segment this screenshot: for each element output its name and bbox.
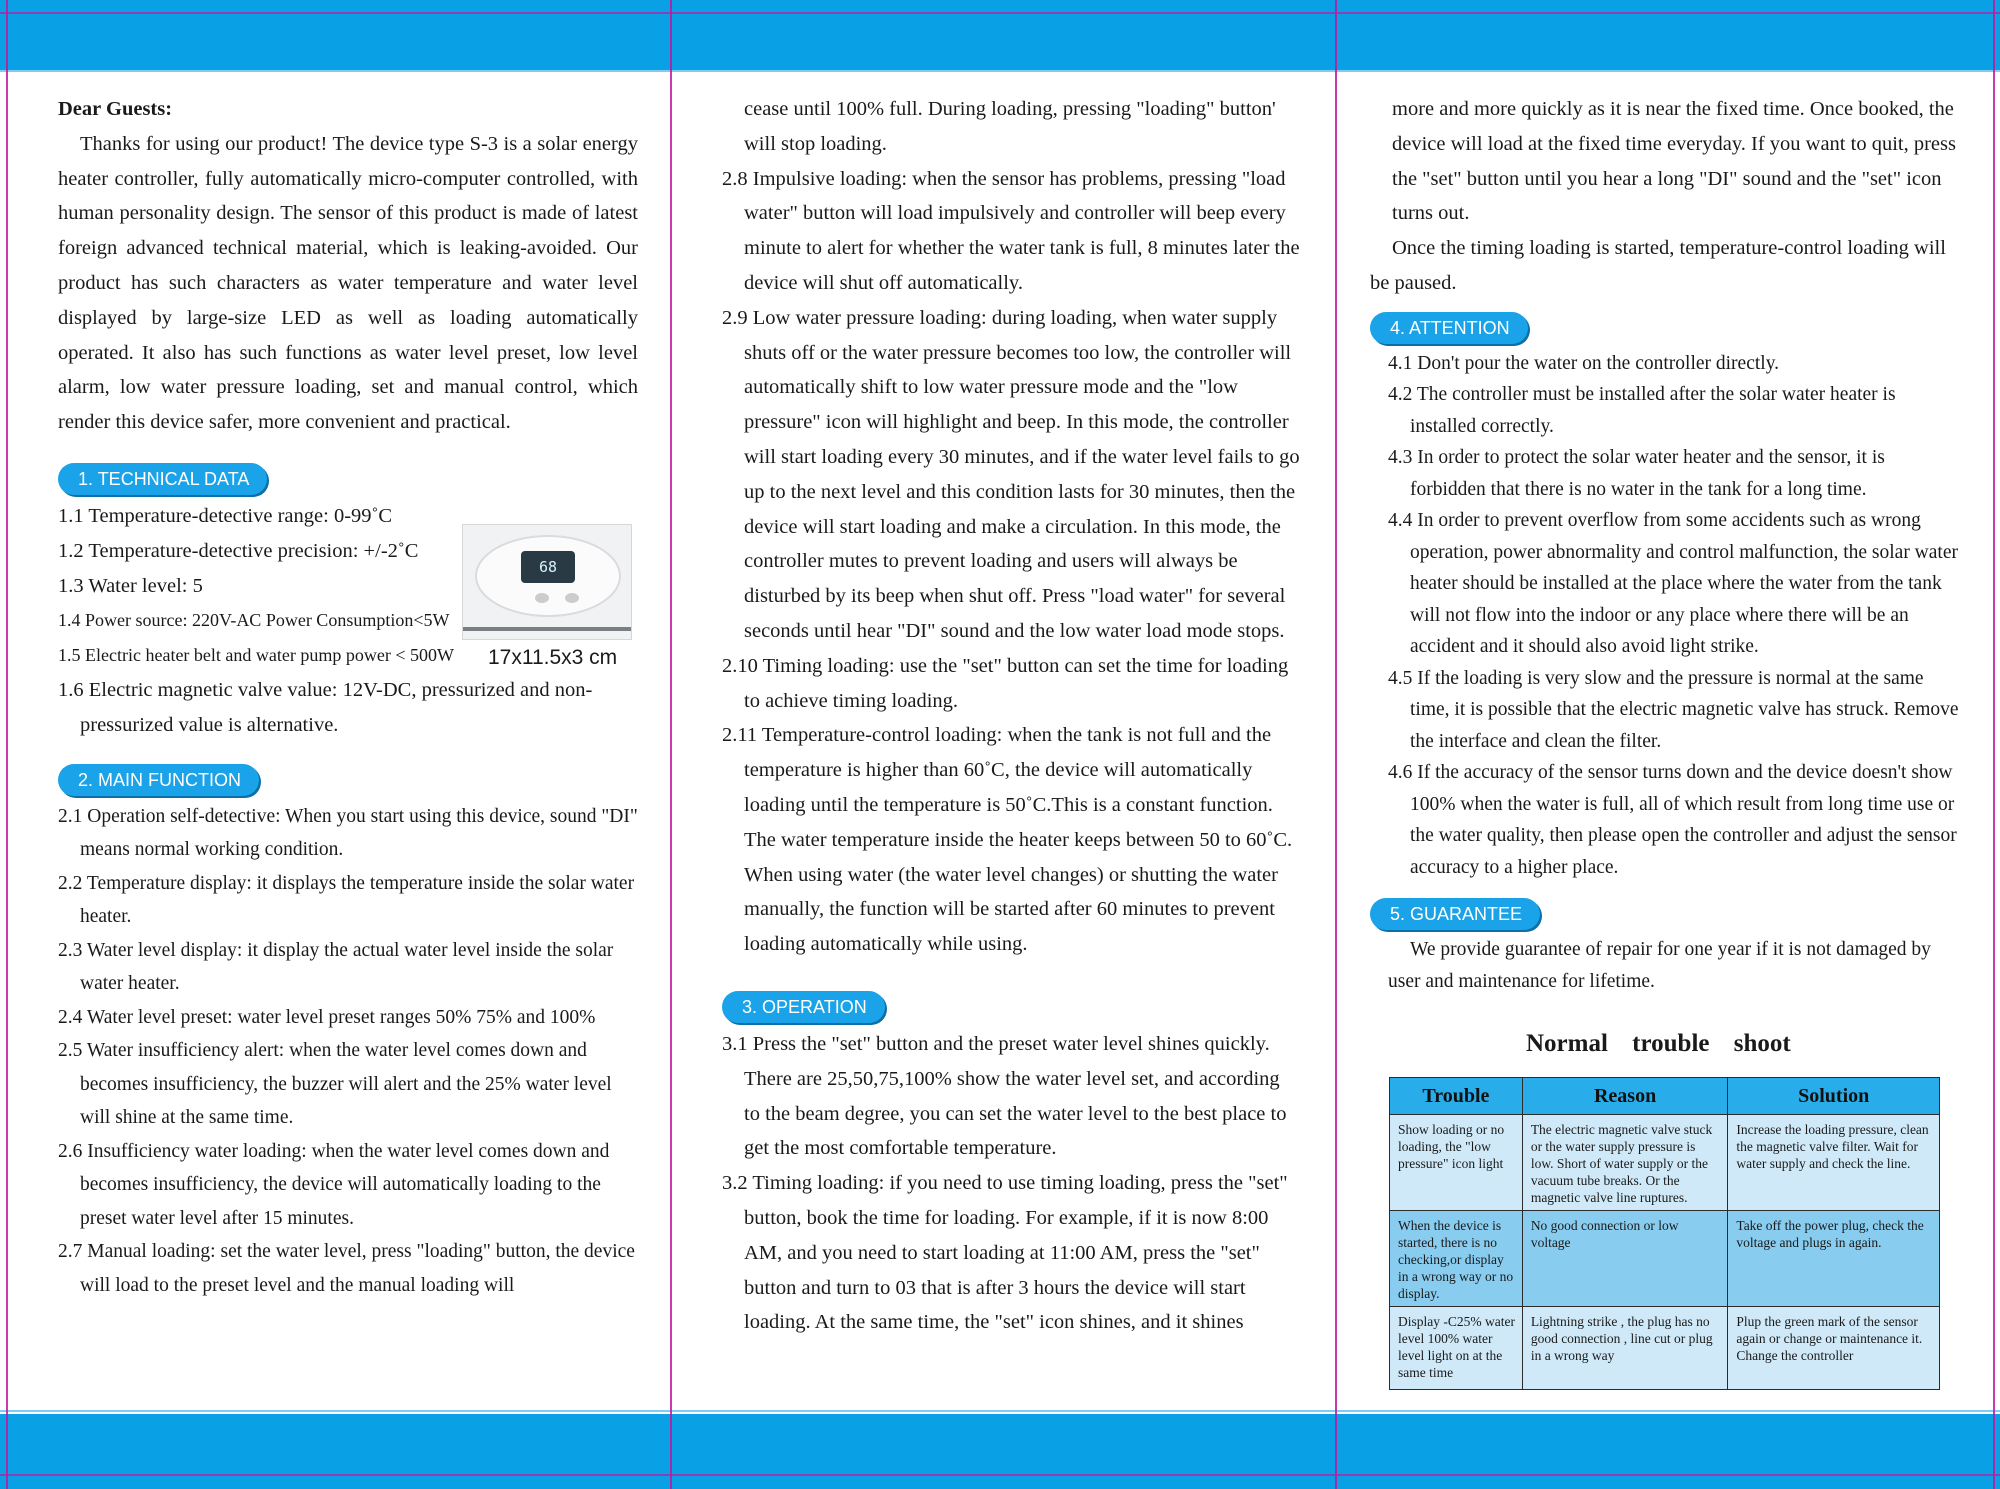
- function-item: 2.8 Impulsive loading: when the sensor has problems, pressing "load water" button will load impulsively and controller will beep every minute to alert for whether the water tank is full, 8 minutes later the device will shut off automatically.: [722, 167, 1300, 294]
- table-cell: When the device is started, there is no checking,or display in a wrong way or no display.: [1390, 1211, 1523, 1307]
- product-base-line: [463, 627, 631, 631]
- attention-item: 4.4 In order to prevent overflow from some accidents such as wrong operation, power abnormality and control malfunction, the solar water heater should be installed at the place where the water from the tank will not flow into the indoor or any place where there will be an accident and it should also avoid light strike.: [1388, 510, 1958, 658]
- column-left: [58, 92, 638, 1302]
- bottom-band: [0, 1414, 2000, 1489]
- section-badge-operation: 3. OPERATION: [722, 991, 885, 1023]
- column-header-trouble: Trouble: [1390, 1078, 1523, 1115]
- tech-item: 1.2 Temperature-detective precision: +/-2˚C: [58, 539, 419, 562]
- table-row: [1390, 1115, 1940, 1211]
- function-item: 2.2 Temperature display: it displays the temperature inside the solar water heater.: [58, 872, 635, 928]
- fold-line-2: [1335, 0, 1337, 1489]
- column-header-reason: Reason: [1522, 1078, 1728, 1115]
- column-header-solution: Solution: [1728, 1078, 1940, 1115]
- guarantee-text: We provide guarantee of repair for one year if it is not damaged by user and maintenance for lifetime.: [1388, 939, 1931, 992]
- controller-button-load: [565, 593, 579, 603]
- function-item: 2.11 Temperature-control loading: when the tank is not full and the temperature is higher than 60˚C, the device will automatically loading until the temperature is 50˚C.This is a constant function. The water temperature inside the heater keeps between 50 to 60˚C. When using water (the water level changes) or shutting the water manually, the function will be started after 60 minutes to prevent loading automatically while using.: [722, 724, 1293, 956]
- table-row: [1390, 1211, 1940, 1307]
- fold-line-left: [6, 0, 8, 1489]
- controller-body: [475, 535, 621, 617]
- top-band-line: [0, 70, 2000, 72]
- tech-item: 1.6 Electric magnetic valve value: 12V-DC, pressurized and non-pressurized value is alternative.: [58, 678, 593, 736]
- tech-item: 1.4 Power source: 220V-AC Power Consumption<5W: [58, 610, 450, 631]
- tech-item: 1.3 Water level: 5: [58, 574, 203, 597]
- operation-item: 3.1 Press the "set" button and the preset water level shines quickly. There are 25,50,75,100% show the water level set, and according to the beam degree, you can set the water level to the best place to get the most comfortable temperature.: [722, 1032, 1287, 1160]
- controller-display: 68: [521, 551, 575, 583]
- operation-item: 3.2 Timing loading: if you need to use timing loading, press the "set" button, book the time for loading. For example, if it is now 8:00 AM, and you need to start loading at 11:00 AM, press the "set" button and turn to 03 that is after 3 hours the device will start loading. At the same time, the "set" icon shines, and it shines: [722, 1172, 1288, 1334]
- crop-line-top: [0, 12, 2000, 14]
- table-cell: Display -C25% water level 100% water level light on at the same time: [1390, 1307, 1523, 1390]
- table-row: [1390, 1307, 1940, 1390]
- attention-item: 4.3 In order to protect the solar water heater and the sensor, it is forbidden that there is no water in the tank for a long time.: [1388, 447, 1885, 500]
- controller-product-image: [462, 524, 632, 640]
- table-cell: Plup the green mark of the sensor again or change or maintenance it. Change the controller: [1728, 1307, 1940, 1390]
- operation-note: Once the timing loading is started, temperature-control loading will be paused.: [1370, 237, 1946, 294]
- attention-item: 4.6 If the accuracy of the sensor turns down and the device doesn't show 100% when the water is full, all of which result from long time use or the water quality, then please open the controller and adjust the sensor accuracy to a higher place.: [1388, 762, 1957, 878]
- fold-line-right: [1993, 0, 1995, 1489]
- product-dimensions: 17x11.5x3 cm: [488, 646, 618, 669]
- function-item: 2.3 Water level display: it display the actual water level inside the solar water heater.: [58, 939, 614, 995]
- trouble-shoot-table: [1389, 1077, 1940, 1390]
- controller-button-set: [535, 593, 549, 603]
- function-item: 2.6 Insufficiency water loading: when the water level comes down and becomes insufficiency, the device will automatically loading to the preset water level after 15 minutes.: [58, 1140, 610, 1229]
- table-cell: No good connection or low voltage: [1522, 1211, 1728, 1307]
- section-badge-technical-data: 1. TECHNICAL DATA: [58, 463, 267, 495]
- attention-item: 4.5 If the loading is very slow and the pressure is normal at the same time, it is possible that the electric magnetic valve has struck. Remove the interface and clean the filter.: [1388, 667, 1959, 752]
- tech-item: 1.5 Electric heater belt and water pump power < 500W: [58, 645, 454, 666]
- crop-line-bottom: [0, 1474, 2000, 1476]
- table-cell: Increase the loading pressure, clean the magnetic valve filter. Wait for water supply and check the line.: [1728, 1115, 1940, 1211]
- table-cell: Show loading or no loading, the "low pressure" icon light: [1390, 1115, 1523, 1211]
- attention-item: 4.2 The controller must be installed after the solar water heater is installed correctly.: [1388, 384, 1896, 437]
- operation-item-continued: more and more quickly as it is near the fixed time. Once booked, the device will load at the fixed time everyday. If you want to quit, press the "set" button until you hear a long "DI" sound and the "set" icon turns out.: [1392, 98, 1956, 225]
- trouble-shoot-title: Normal trouble shoot: [1526, 1030, 1791, 1057]
- function-item: 2.10 Timing loading: use the "set" button can set the time for loading to achieve timing loading.: [722, 654, 1289, 712]
- attention-item: 4.1 Don't pour the water on the controller directly.: [1388, 352, 1780, 374]
- section-badge-guarantee: 5. GUARANTEE: [1370, 898, 1540, 930]
- function-item: 2.9 Low water pressure loading: during loading, when water supply shuts off or the water pressure becomes too low, the controller will automatically shift to low water pressure mode and the "low pressure" icon will highlight and beep. In this mode, the controller will start loading every 30 minutes, and if the water level fails to go up to the next level and this condition lasts for 30 minutes, then the device will start loading and make a circulation. In this mode, the controller mutes to prevent loading and users will always be disturbed by its beep when shut off. Press "load water" for several seconds until hear "DI" sound and the low water load mode stops.: [722, 306, 1300, 642]
- table-cell: Take off the power plug, check the voltage and plugs in again.: [1728, 1211, 1940, 1307]
- column-right: [1370, 92, 1962, 997]
- tech-item: 1.1 Temperature-detective range: 0-99˚C: [58, 504, 393, 527]
- table-cell: Lightning strike , the plug has no good connection , line cut or plug in a wrong way: [1522, 1307, 1728, 1390]
- function-item: 2.1 Operation self-detective: When you start using this device, sound "DI" means normal working condition.: [58, 805, 638, 861]
- table-header-row: [1390, 1078, 1940, 1115]
- fold-line-1: [670, 0, 672, 1489]
- greeting: Dear Guests:: [58, 98, 173, 120]
- top-band: [0, 0, 2000, 70]
- function-item: 2.5 Water insufficiency alert: when the water level comes down and becomes insufficiency, the buzzer will alert and the 25% water level will shine at the same time.: [58, 1040, 612, 1129]
- section-badge-main-function: 2. MAIN FUNCTION: [58, 764, 259, 796]
- function-item: 2.4 Water level preset: water level preset ranges 50% 75% and 100%: [58, 1006, 596, 1028]
- function-item: 2.7 Manual loading: set the water level, press "loading" button, the device will load to the preset level and the manual loading will: [58, 1241, 635, 1296]
- table-cell: The electric magnetic valve stuck or the water supply pressure is low. Short of water supply or the vacuum tube breaks. Or the magnetic valve line ruptures.: [1522, 1115, 1728, 1211]
- function-item-continued: cease until 100% full. During loading, pressing "loading" button' will stop loading.: [744, 98, 1276, 155]
- column-middle: [722, 92, 1300, 1340]
- intro-text: Thanks for using our product! The device type S-3 is a solar energy heater controller, fully automatically micro-computer controlled, with human personality design. The sensor of this product is made of latest foreign advanced technical material, which is leaking-avoided. Our product has such characters as water temperature and water level displayed by large-size LED as well as loading automatically operated. It also has such functions as water level preset, low level alarm, low water pressure loading, set and manual control, which render this device safer, more convenient and practical.: [58, 132, 638, 434]
- section-badge-attention: 4. ATTENTION: [1370, 312, 1528, 344]
- bottom-band-line: [0, 1410, 2000, 1412]
